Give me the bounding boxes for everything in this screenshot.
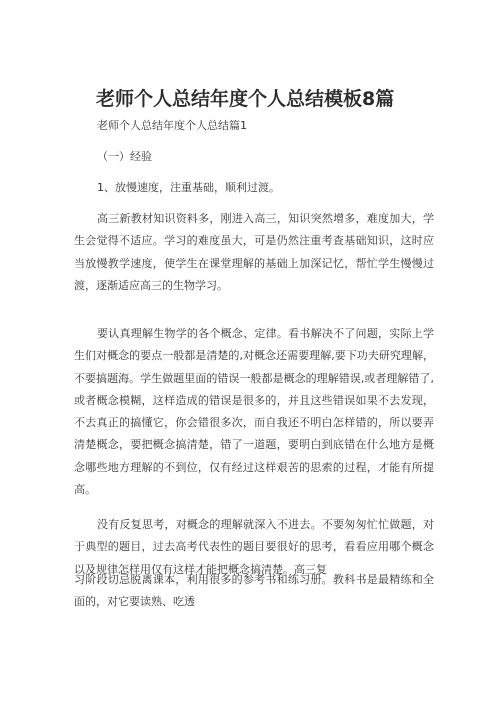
document-subtitle: 老师个人总结年度个人总结篇1 <box>97 119 247 132</box>
document-title: 老师个人总结年度个人总结模板8篇 <box>96 88 395 110</box>
paragraph: 没有反复思考，对概念的理解就深入不进去。不要匆匆忙忙做题，对于典型的题目，过去高考代表性的题目要很好的思考，看看应用哪个概念以及规律怎样用仅有这样才能把概念搞清楚。高三复 <box>74 518 434 576</box>
paragraph: 高三新教材知识资料多，刚进入高三，知识突然增多，难度加大，学生会觉得不适应。学习的难度虽大，可是仍然注重考查基础知识，这时应当放慢教学速度，使学生在课堂理解的基础上加深记忆，帮忙学生慢慢过渡，逐渐适应高三的生物学习。 <box>74 212 434 292</box>
point-heading: 1、放慢速度，注重基础，顺利过渡。 <box>97 181 280 194</box>
paragraph: 习阶段切忌脱离课本，利用很多的参考书和练习册。教科书是最精练和全面的，对它要读熟、吃透 <box>74 573 434 609</box>
paragraph: 要认真理解生物学的各个概念、定律。看书解决不了问题，实际上学生们对概念的要点一般都是清楚的,对概念还需要理解,要下功夫研究理解，不要搞题海。学生做题里面的错误一般都是概念的理解错误,或者理解错了,或者概念模糊，这样造成的错误是很多的，并且这些错误如果不去发现，不去真正的搞懂它，你会错很多次，而自我还不明白怎样错的，所以要弄清楚概念，要把概念搞清楚，错了一道题，要明白到底错在什么地方是概念哪些地方理解的不到位，仅有经过这样艰苦的思索的过程，才能有所提高。 <box>74 327 434 497</box>
section-heading: （一）经验 <box>97 150 152 163</box>
